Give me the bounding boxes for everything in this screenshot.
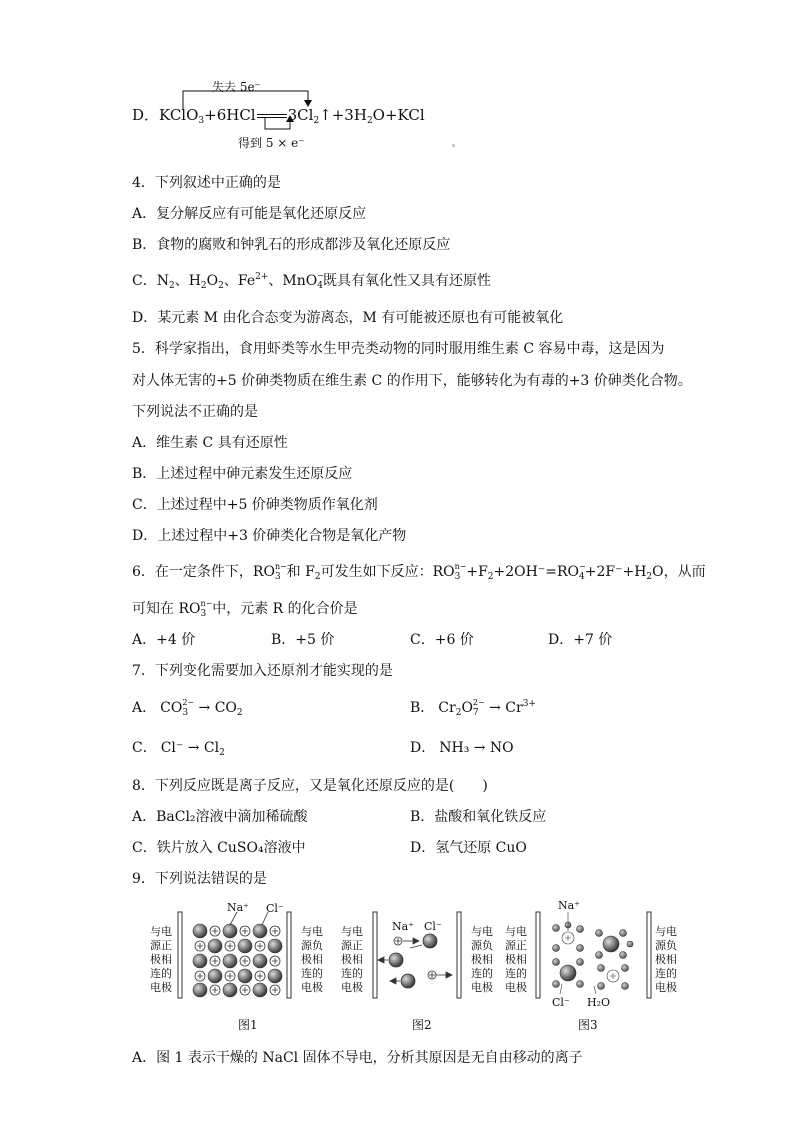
q6-stem-line2: 可知在 RO $_{n- 3}$ 中，元素 R 的化合价是	[132, 599, 358, 619]
q9-option-a: A．图 1 表示干燥的 NaCl 固体不导电，分析其原因是无自由移动的离子	[132, 1050, 583, 1066]
q7-option-c: C． $Cl^- \to Cl_2$	[132, 740, 225, 758]
q8-option-b: B．盐酸和氧化铁反应	[410, 809, 547, 825]
q6-option-d: D．+7 价	[548, 632, 613, 648]
fig2-caption: 图2	[412, 1018, 432, 1032]
d-option-tail: ↑+3H	[319, 106, 367, 124]
fig2-negative-electrode-label: 与电 源负 极相 连的 电极	[471, 925, 493, 994]
fig2-positive-electrode-label: 与电 源正 极相 连的 电极	[341, 925, 363, 994]
q5-stem-line3: 下列说法不正确的是	[132, 404, 258, 420]
d-option-hcl: +6HCl	[204, 106, 256, 124]
q6-option-c: C．+6 价	[410, 632, 474, 648]
q5-option-d: D．上述过程中+3 价砷类化合物是氧化产物	[132, 528, 407, 544]
fig3-h2o-label: H₂O	[587, 996, 611, 1009]
q4-option-b: B．食物的腐败和钟乳石的形成都涉及氧化还原反应	[132, 237, 451, 253]
fig3-hydrated-ions	[553, 912, 634, 994]
fig2-cl-label: Cl⁻	[424, 920, 442, 933]
fig1-lattice	[193, 912, 282, 997]
q4-stem: 4．下列叙述中正确的是	[132, 175, 281, 191]
q5-stem-line2: 对人体无害的+5 价砷类物质在维生素 C 的作用下，能够转化为有毒的+3 价砷类化合物。	[132, 373, 692, 389]
q8-option-c: C．铁片放入 CuSO₄溶液中	[132, 840, 306, 856]
fig1-positive-electrode-label: 与电 源正 极相 连的 电极	[150, 925, 172, 994]
q5-stem-line1: 5．科学家指出，食用虾类等水生甲壳类动物的同时服用维生素 C 容易中毒，这是因为	[132, 341, 665, 357]
q6-stem-line1: 6．在一定条件下，RO $_{n- 3}$ 和 $F_2$可发生如下反应：RO $_{n- 3} +F_2+2OH^-=RO$ $_{- 4}+2F^-+H_2O$，从而	[132, 562, 706, 582]
q7-stem: 7．下列变化需要加入还原剂才能实现的是	[132, 663, 393, 679]
fig1-cl-label: Cl⁻	[266, 902, 284, 915]
fig3-cl-label: Cl⁻	[552, 996, 570, 1009]
fig1-na-label: Na⁺	[227, 901, 249, 914]
q5-option-b: B．上述过程中砷元素发生还原反应	[132, 466, 353, 482]
q4-option-d: D．某元素 M 由化合态变为游离态，M 有可能被还原也有可能被氧化	[132, 310, 564, 326]
q7-option-d: D． NH₃ → NO	[410, 740, 514, 756]
q8-stem: 8．下列反应既是离子反应，又是氧化还原反应的是( )	[132, 778, 488, 794]
gain-electrons-label: 得到 5 × e⁻	[238, 136, 305, 150]
q7-option-b: B． $Cr_2O$ $_{2- 7} \to Cr^{3+}$	[410, 698, 536, 718]
q9-stem: 9．下列说法错误的是	[132, 871, 267, 887]
fig2-free-ions	[378, 934, 452, 988]
q8-option-a: A．BaCl₂溶液中滴加稀硫酸	[132, 809, 308, 825]
tiny-mark: 。	[452, 139, 462, 149]
fig3-caption: 图3	[578, 1018, 598, 1032]
q6-option-b: B．+5 价	[271, 632, 335, 648]
q5-option-a: A．维生素 C 具有还原性	[132, 435, 288, 451]
d-option-reactant: D．KClO	[132, 106, 199, 124]
q5-option-c: C．上述过程中+5 价砷类物质作氧化剂	[132, 497, 378, 513]
q8-option-d: D．氢气还原 CuO	[410, 840, 527, 856]
electrode-diagram	[170, 898, 690, 1008]
fig2-na-label: Na⁺	[392, 920, 414, 933]
lose-electrons-label: 失去 5e⁻	[212, 80, 261, 94]
fig1-caption: 图1	[238, 1018, 258, 1032]
fig3-negative-electrode-label: 与电 源负 极相 连的 电极	[655, 925, 677, 994]
q7-option-a: A． CO $_{2- 3} \to CO_2$	[132, 698, 243, 718]
d-option-tail2: O+KCl	[372, 106, 425, 124]
q4-option-a: A．复分解反应有可能是氧化还原反应	[132, 206, 367, 222]
fig1-negative-electrode-label: 与电 源负 极相 连的 电极	[301, 925, 323, 994]
fig3-na-label: Na⁺	[558, 899, 580, 912]
q6-option-a: A．+4 价	[132, 632, 196, 648]
equals-sign	[257, 114, 287, 118]
q4-option-c: C．$N_2$、$H_2O_2$、$Fe^{2+}$、MnO $_{- 4}$既具有氧化性又具有还原性	[132, 271, 491, 291]
d-option-product: 3Cl	[287, 106, 314, 124]
fig3-positive-electrode-label: 与电 源正 极相 连的 电极	[505, 925, 527, 994]
